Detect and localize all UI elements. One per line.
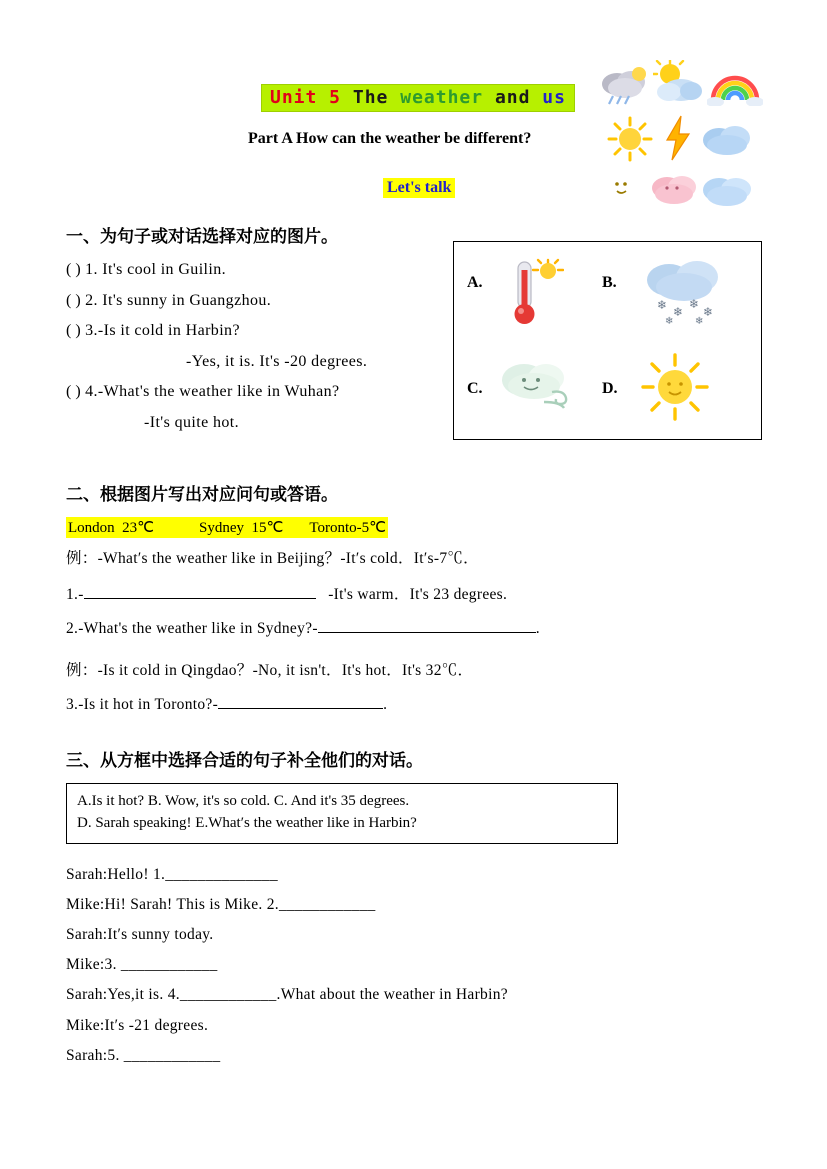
sun-icon	[640, 352, 710, 422]
exercise-2	[66, 480, 766, 714]
choice-line-2[interactable]: D. Sarah speaking! E.What′s the weather like in Harbin?	[77, 814, 417, 831]
weather-icon-cluster	[595, 58, 775, 210]
question-text: 3.-Is it cold in Harbin?	[85, 322, 240, 340]
item-suffix: .	[383, 696, 388, 713]
question-text: 1. It's cool in Guilin.	[85, 261, 227, 278]
picture-label-d: D.	[602, 380, 618, 397]
lets-talk-label: Let's talk	[383, 178, 455, 198]
svg-text:❄: ❄	[695, 316, 704, 326]
dialog-line[interactable]: Mike:Hi! Sarah! This is Mike. 2.____________	[66, 895, 376, 913]
choice-line-1[interactable]: A.Is it hot? B. Wow, it's so cold. C. And it's 35 degrees.	[77, 793, 410, 809]
exercise-2-item-2	[66, 618, 766, 638]
choice-box	[66, 783, 618, 844]
answer-blank-paren[interactable]: ( )	[66, 383, 81, 401]
item-suffix: -It's warm．It's 23 degrees.	[328, 586, 508, 603]
dialog-block	[66, 860, 766, 1072]
exercise-2-item-3	[66, 694, 766, 714]
exercise-3	[66, 746, 766, 1071]
dialog-line[interactable]: Mike:3. ____________	[66, 956, 218, 974]
question-text: -It's quite hot.	[144, 413, 240, 431]
title-and: and	[494, 87, 531, 108]
dialog-line[interactable]: Sarah:Hello! 1.______________	[66, 865, 278, 883]
svg-text:❄: ❄	[657, 298, 668, 312]
cloud-icon	[699, 118, 755, 156]
exercise-1-heading: 一、为句子或对话选择对应的图片。	[66, 227, 338, 246]
svg-text:❄: ❄	[689, 297, 700, 311]
item-suffix: .	[535, 620, 540, 637]
dialog-line[interactable]: Sarah:Yes,it is. 4.____________.What about the weather in Harbin?	[66, 986, 508, 1004]
picture-label-c: C.	[467, 380, 483, 397]
answer-blank-paren[interactable]: ( )	[66, 322, 81, 340]
title-us: us	[542, 87, 566, 108]
page-subtitle: Part A How can the weather be different?	[248, 130, 532, 147]
lightning-icon	[661, 114, 695, 162]
answer-blank[interactable]	[218, 694, 383, 709]
question-text: -Yes, it is. It's -20 degrees.	[186, 352, 368, 370]
page-header	[0, 0, 827, 196]
city-temperature-row: London 23℃ Sydney 15℃ Toronto-5℃	[66, 517, 388, 538]
exercise-2-item-1	[66, 582, 766, 604]
picture-options-box	[453, 241, 762, 440]
answer-blank[interactable]	[318, 618, 536, 633]
rain-cloud-icon	[599, 66, 651, 106]
answer-blank[interactable]	[84, 584, 316, 599]
pink-cloud-icon	[649, 168, 701, 206]
exercise-3-heading: 三、从方框中选择合适的句子补全他们的对话。	[66, 751, 423, 770]
dialog-line[interactable]: Sarah:5. ____________	[66, 1046, 221, 1064]
windy-cloud-icon	[494, 354, 586, 420]
sun-behind-cloud-icon	[653, 60, 705, 106]
picture-label-a: A.	[467, 274, 483, 291]
title-weather: weather	[400, 87, 484, 108]
svg-text:❄: ❄	[673, 305, 684, 319]
rainbow-icon	[707, 66, 763, 106]
snow-cloud-icon	[639, 254, 731, 326]
blue-cloud-icon	[699, 170, 755, 208]
picture-label-b: B.	[602, 274, 617, 291]
title-the: The	[352, 87, 389, 108]
title-unit: Unit 5	[270, 87, 342, 108]
question-text: 2. It's sunny in Guangzhou.	[85, 291, 272, 309]
svg-text:❄: ❄	[665, 316, 674, 326]
svg-text:❄: ❄	[703, 305, 714, 319]
exercise-2-example-1: 例：-What′s the weather like in Beijing？-It′s cold．It′s-7℃．	[66, 550, 479, 567]
answer-blank-paren[interactable]: ( )	[66, 291, 81, 309]
dialog-line: Mike:It′s -21 degrees.	[66, 1016, 209, 1034]
thermometer-sun-icon	[502, 256, 564, 328]
page-title	[261, 84, 575, 112]
sun-icon	[607, 116, 653, 162]
exercise-2-example-2: 例：-Is it cold in Qingdao？-No, it isn't．It's hot．It's 32℃．	[66, 662, 474, 679]
moon-icon	[601, 164, 647, 208]
dialog-line: Sarah:It′s sunny today.	[66, 925, 214, 943]
item-prefix: 2.-What's the weather like in Sydney?-	[66, 620, 318, 637]
item-prefix: 3.-Is it hot in Toronto?-	[66, 696, 219, 713]
item-prefix: 1.-	[66, 586, 84, 603]
question-text: 4.-What's the weather like in Wuhan?	[85, 383, 340, 401]
exercise-2-heading: 二、根据图片写出对应问句或答语。	[66, 485, 338, 504]
answer-blank-paren[interactable]: ( )	[66, 261, 81, 278]
